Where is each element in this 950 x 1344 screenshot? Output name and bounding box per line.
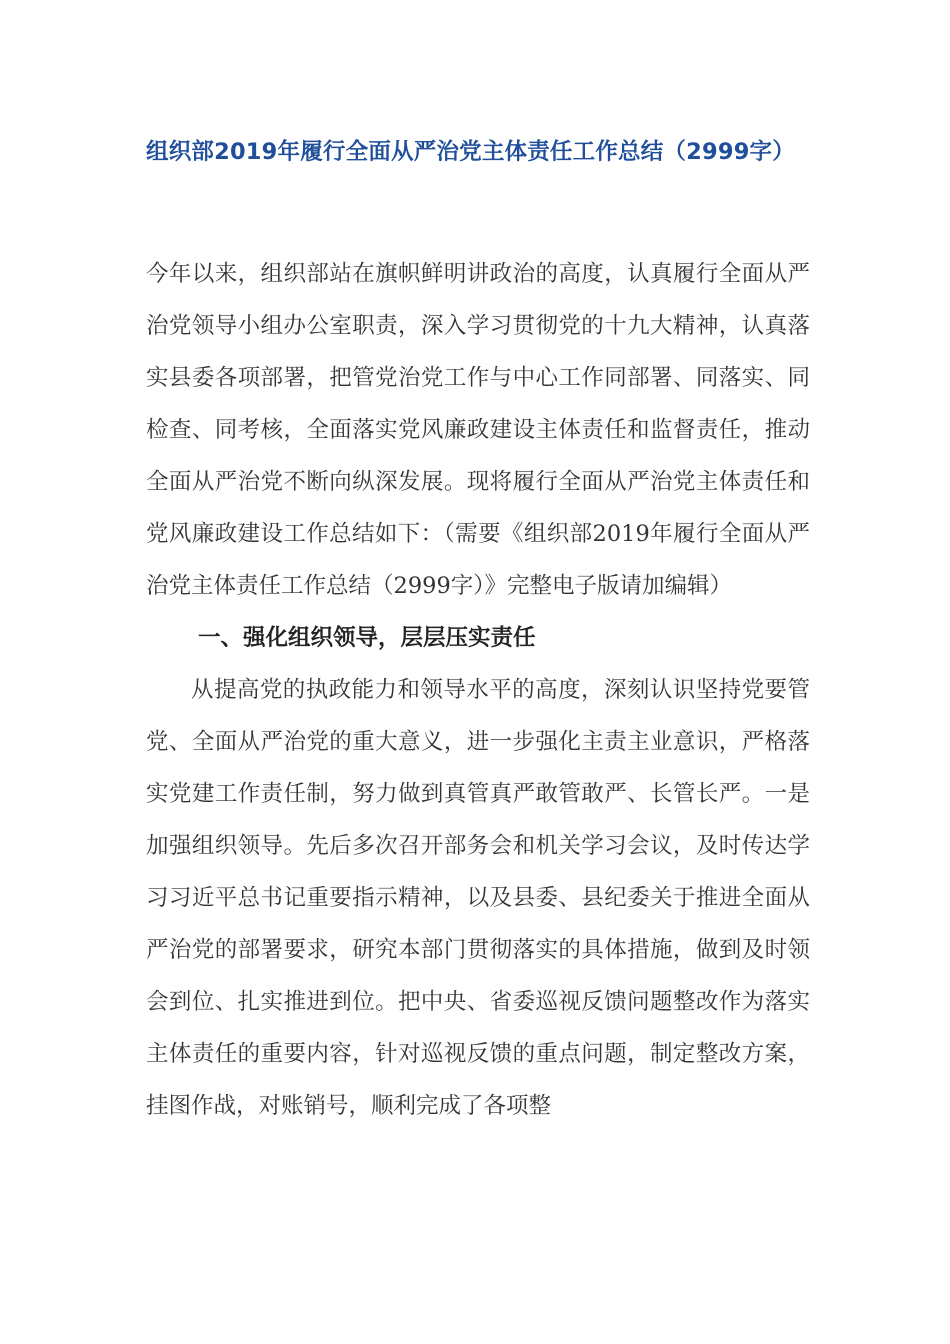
document-body	[146, 248, 810, 1132]
section-heading: 一、强化组织领导，层层压实责任	[198, 625, 536, 651]
document-title: 组织部2019年履行全面从严治党主体责任工作总结（2999字）	[146, 139, 795, 165]
section-paragraph: 从提高党的执政能力和领导水平的高度，深刻认识坚持党要管党、全面从严治党的重大意义，进一步强化主责主业意识，严格落实党建工作责任制，努力做到真管真严敢管敢严、长管长严。一是加强组织领导。先后多次召开部务会和机关学习会议，及时传达学习习近平总书记重要指示精神，以及县委、县纪委关于推进全面从严治党的部署要求，研究本部门贯彻落实的具体措施，做到及时领会到位、扎实推进到位。把中央、省委巡视反馈问题整改作为落实主体责任的重要内容，针对巡视反馈的重点问题，制定整改方案，挂图作战，对账销号，顺利完成了各项整	[146, 677, 810, 1119]
intro-paragraph: 今年以来，组织部站在旗帜鲜明讲政治的高度，认真履行全面从严治党领导小组办公室职责，深入学习贯彻党的十九大精神，认真落实县委各项部署，把管党治党工作与中心工作同部署、同落实、同检查、同考核，全面落实党风廉政建设主体责任和监督责任，推动全面从严治党不断向纵深发展。现将履行全面从严治党主体责任和党风廉政建设工作总结如下：（需要《组织部2019年履行全面从严治党主体责任工作总结（2999字）》完整电子版请加编辑）	[146, 261, 810, 599]
